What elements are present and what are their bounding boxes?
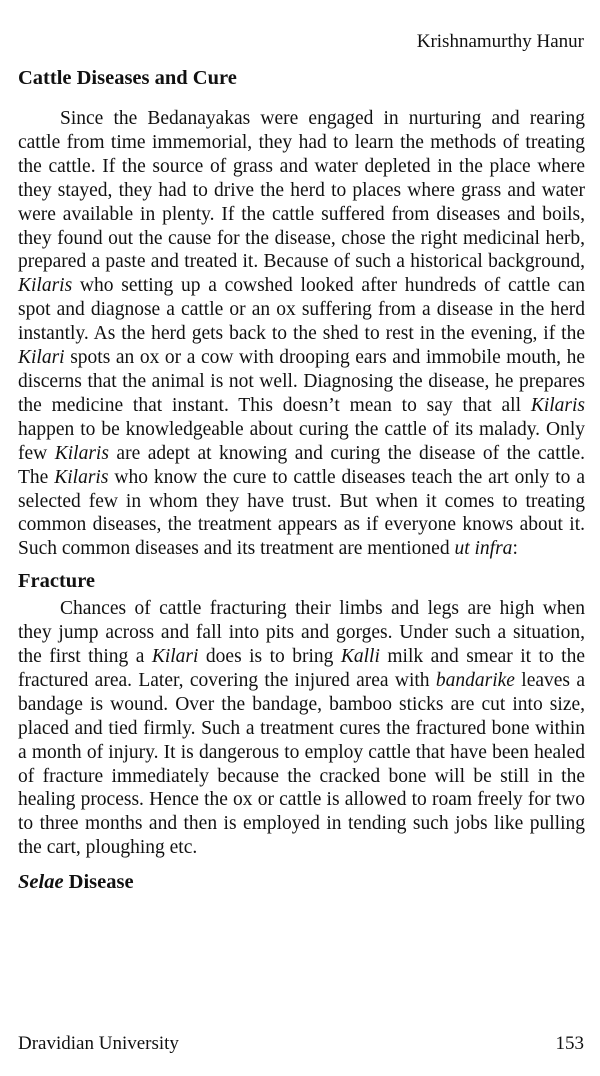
term-kalli: Kalli [340,646,380,668]
term-kilari: Kilari [151,646,199,668]
intro-text-1: Since the Bedanayakas were engaged in nurturing and rearing cattle from time immemorial, they had to learn the methods of treating the cattle. If the source of grass and water depleted in the place where they stayed, they had to drive the herd to places where grass and water were available in plenty. If the cattle suffered from diseases and boils, they found out the cause for the disease, chose the right medicinal herb, prepared a paste and treated it. Because of such a historical background, [18,108,585,273]
term-kilaris: Kilaris [530,394,585,416]
term-kilaris: Kilaris [18,275,73,297]
fracture-text-3: milk and smear it to the fractured area. Later, covering the injured area with [18,646,585,691]
intro-text-6: who know the cure to cattle diseases teach the art only to a selected few in whom they have trust. But when it comes to treating common diseases, the treatment appears as if everyone knows about it. Such common diseases and its treatment are mentioned [18,466,585,560]
fracture-text-4: leaves a bandage is wound. Over the bandage, bamboo sticks are cut into size, placed and tied firmly. Such a treatment cures the fractured bone within a month of injury. It is dangerous to employ cattle that have been healed of fracture immediately because the cracked bone will be still in the healing process. Hence the ox or cattle is allowed to roam freely for two to three months and then is employed in tending such jobs like pulling the cart, ploughing etc. [18,669,585,859]
selae-heading [18,868,585,896]
term-kilari: Kilari [18,347,65,369]
intro-text-7: : [512,538,518,560]
fracture-heading: Fracture [18,570,96,593]
intro-text-5: are adept at knowing and curing the disease of the cattle. The [18,442,585,488]
footer-institution: Dravidian University [18,1033,179,1054]
page-body [18,64,585,896]
term-ut-infra: ut infra [454,538,513,560]
intro-text-3: spots an ox or a cow with drooping ears and immobile mouth, he discerns that the animal is not well. Diagnosing the disease, he prepares the medicine that instant. This doesn’t mean to say that all [18,347,585,416]
selae-heading-rest: Disease [63,871,134,894]
section-heading: Cattle Diseases and Cure [18,67,237,89]
fracture-text-1: Chances of cattle fracturing their limbs and legs are high when they jump across and fall into pits and gorges. Under such a situation, the first thing a [18,598,585,668]
intro-text-2: who setting up a cowshed looked after hundreds of cattle can spot and diagnose a cattle or an ox suffering from a disease in the herd instantly. As the herd gets back to the shed to rest in the evening, if the [18,275,585,345]
term-bandarike: bandarike [435,669,515,691]
fracture-paragraph [18,597,585,860]
selae-heading-italic: Selae [18,871,64,894]
term-kilaris: Kilaris [54,442,109,464]
page-number: 153 [555,1033,584,1054]
intro-text-4: happen to be knowledgeable about curing the cattle of its malady. Only few [18,418,585,464]
term-kilaris: Kilaris [54,466,109,488]
running-head-author: Krishnamurthy Hanur [416,31,584,52]
fracture-text-2: does is to bring [198,646,341,668]
intro-paragraph [18,107,585,561]
